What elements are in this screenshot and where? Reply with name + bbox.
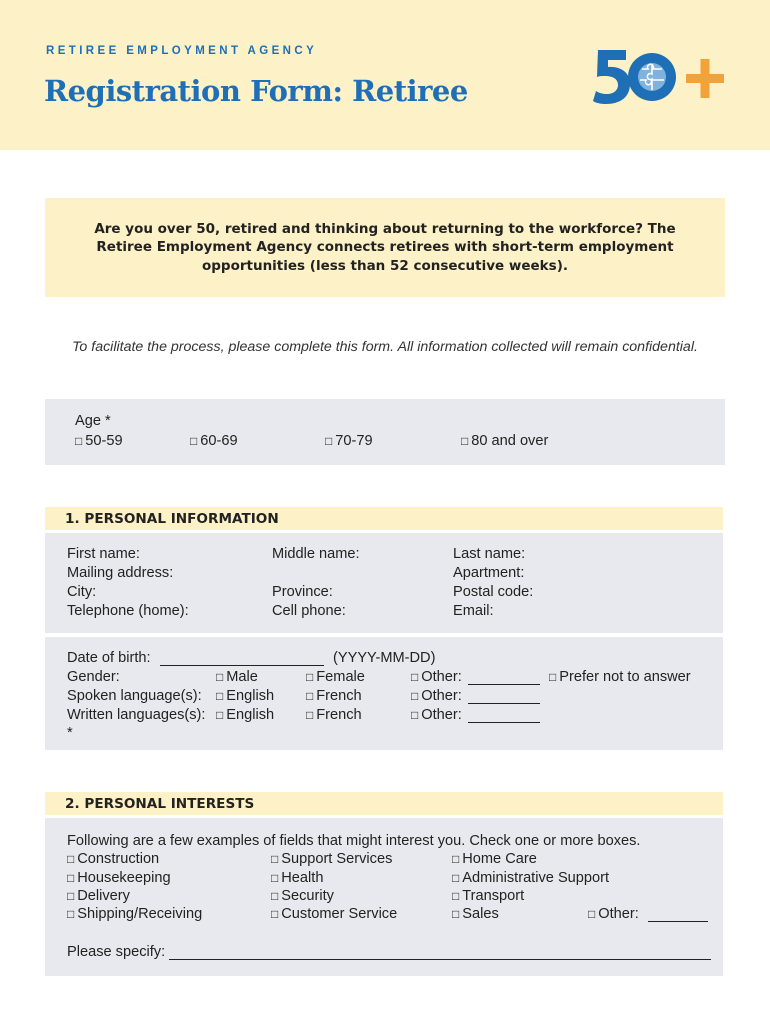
checkbox-icon: □ <box>411 708 419 722</box>
dob-format-hint: (YYYY-MM-DD) <box>333 650 436 666</box>
interest-other-input-line[interactable] <box>648 921 708 922</box>
province-field[interactable]: Province: <box>272 584 333 600</box>
page-title: Registration Form: Retiree <box>44 74 468 108</box>
checkbox-icon: □ <box>452 889 460 903</box>
checkbox-icon: □ <box>216 670 224 684</box>
option-label: Sales <box>462 906 499 922</box>
option-label: Other: <box>421 688 462 704</box>
option-label: Administrative Support <box>462 870 610 886</box>
interest-option[interactable] <box>452 851 537 867</box>
checkbox-icon: □ <box>452 852 460 866</box>
age-option-label: 50-59 <box>85 433 123 449</box>
checkbox-icon: □ <box>549 670 557 684</box>
option-label: Health <box>281 870 324 886</box>
checkbox-icon: □ <box>271 871 279 885</box>
please-specify-label: Please specify: <box>67 944 166 960</box>
page-header <box>0 0 770 150</box>
checkbox-icon: □ <box>271 852 279 866</box>
section-title: 2. PERSONAL INTERESTS <box>65 796 255 812</box>
option-label: Other: <box>421 707 462 723</box>
spoken-other-input-line[interactable] <box>468 703 540 704</box>
apartment-field[interactable]: Apartment: <box>453 565 525 581</box>
checkbox-icon: □ <box>588 907 596 921</box>
option-label: Home Care <box>462 851 537 867</box>
gender-male-option[interactable] <box>216 669 258 685</box>
option-label: Housekeeping <box>77 870 171 886</box>
option-label: Other: <box>598 906 639 922</box>
please-specify-input-line[interactable] <box>169 959 711 960</box>
option-label: Delivery <box>77 888 130 904</box>
option-label: Support Services <box>281 851 393 867</box>
age-option-50-59[interactable] <box>75 433 123 449</box>
checkbox-icon: □ <box>216 708 224 722</box>
spoken-english-option[interactable] <box>216 688 274 704</box>
section-title: 1. PERSONAL INFORMATION <box>65 511 279 527</box>
interest-other-option[interactable] <box>588 906 639 922</box>
intro-text <box>94 220 675 276</box>
interest-option[interactable] <box>67 888 130 904</box>
option-label: Male <box>226 669 258 685</box>
interest-option[interactable] <box>67 906 202 922</box>
checkbox-icon: □ <box>75 434 83 448</box>
checkbox-icon: □ <box>67 871 75 885</box>
email-field[interactable]: Email: <box>453 603 494 619</box>
dob-label: Date of birth: <box>67 650 151 666</box>
option-label: French <box>316 707 362 723</box>
option-label: Other: <box>421 669 462 685</box>
option-label: French <box>316 688 362 704</box>
option-label: Security <box>281 888 334 904</box>
confidentiality-note: To facilitate the process, please complete this form. All information collected will remain confidential. <box>72 339 698 355</box>
checkbox-icon: □ <box>452 871 460 885</box>
checkbox-icon: □ <box>306 689 314 703</box>
checkbox-icon: □ <box>452 907 460 921</box>
section-personal-interests-header <box>45 792 723 815</box>
city-field[interactable]: City: <box>67 584 97 600</box>
age-option-70-79[interactable] <box>325 433 373 449</box>
checkbox-icon: □ <box>190 434 198 448</box>
interest-option[interactable] <box>67 870 171 886</box>
intro-line: opportunities (less than 52 consecutive weeks). <box>201 257 568 274</box>
age-panel <box>45 399 725 465</box>
interest-option[interactable] <box>452 906 499 922</box>
age-option-label: 70-79 <box>335 433 373 449</box>
middle-name-field[interactable]: Middle name: <box>272 546 360 562</box>
required-asterisk: * <box>67 725 73 741</box>
intro-box <box>45 198 725 297</box>
checkbox-icon: □ <box>461 434 469 448</box>
spoken-other-option[interactable] <box>411 688 462 704</box>
intro-line: Retiree Employment Agency connects retirees with short-term employment <box>96 239 674 256</box>
gender-other-option[interactable] <box>411 669 462 685</box>
checkbox-icon: □ <box>216 689 224 703</box>
interest-option[interactable] <box>67 851 159 867</box>
telephone-home-field[interactable]: Telephone (home): <box>67 603 189 619</box>
checkbox-icon: □ <box>306 708 314 722</box>
gender-label: Gender: <box>67 669 120 685</box>
checkbox-icon: □ <box>411 689 419 703</box>
intro-line: Are you over 50, retired and thinking about returning to the workforce? The <box>94 220 676 237</box>
age-option-label: 80 and over <box>471 433 549 449</box>
option-label: English <box>226 688 275 704</box>
checkbox-icon: □ <box>271 907 279 921</box>
option-label: Construction <box>77 851 160 867</box>
option-label: Prefer not to answer <box>559 669 691 685</box>
spoken-languages-label: Spoken language(s): <box>67 688 202 704</box>
option-label: Customer Service <box>281 906 398 922</box>
age-option-80-over[interactable] <box>461 433 548 449</box>
interest-option[interactable] <box>271 851 392 867</box>
checkbox-icon: □ <box>67 907 75 921</box>
fifty-plus-logo <box>592 44 727 106</box>
option-label: Female <box>316 669 365 685</box>
postal-code-field[interactable]: Postal code: <box>453 584 534 600</box>
option-label: Shipping/Receiving <box>77 906 203 922</box>
interest-option[interactable] <box>271 888 334 904</box>
checkbox-icon: □ <box>411 670 419 684</box>
dob-input-line[interactable] <box>160 665 324 666</box>
age-option-label: 60-69 <box>200 433 238 449</box>
gender-female-option[interactable] <box>306 669 365 685</box>
option-label: English <box>226 707 275 723</box>
interest-option[interactable] <box>452 870 609 886</box>
checkbox-icon: □ <box>271 889 279 903</box>
cell-phone-field[interactable]: Cell phone: <box>272 603 346 619</box>
last-name-field[interactable]: Last name: <box>453 546 526 562</box>
interest-option[interactable] <box>271 906 397 922</box>
gender-other-input-line[interactable] <box>468 684 540 685</box>
written-other-option[interactable] <box>411 707 462 723</box>
written-other-input-line[interactable] <box>468 722 540 723</box>
age-option-60-69[interactable] <box>190 433 238 449</box>
mailing-address-field[interactable]: Mailing address: <box>67 565 174 581</box>
spoken-french-option[interactable] <box>306 688 362 704</box>
checkbox-icon: □ <box>325 434 333 448</box>
option-label: Transport <box>462 888 525 904</box>
gender-prefer-not-option[interactable] <box>549 669 691 685</box>
agency-name: RETIREE EMPLOYMENT AGENCY <box>46 45 318 57</box>
written-languages-label: Written languages(s): <box>67 707 206 723</box>
first-name-field[interactable]: First name: <box>67 546 140 562</box>
interest-option[interactable] <box>271 870 323 886</box>
interest-option[interactable] <box>452 888 524 904</box>
written-english-option[interactable] <box>216 707 274 723</box>
checkbox-icon: □ <box>67 852 75 866</box>
checkbox-icon: □ <box>306 670 314 684</box>
age-label: Age * <box>75 413 111 429</box>
section-personal-information-header <box>45 507 723 530</box>
checkbox-icon: □ <box>67 889 75 903</box>
written-french-option[interactable] <box>306 707 362 723</box>
interests-instructions: Following are a few examples of fields that might interest you. Check one or more boxes. <box>67 833 641 849</box>
